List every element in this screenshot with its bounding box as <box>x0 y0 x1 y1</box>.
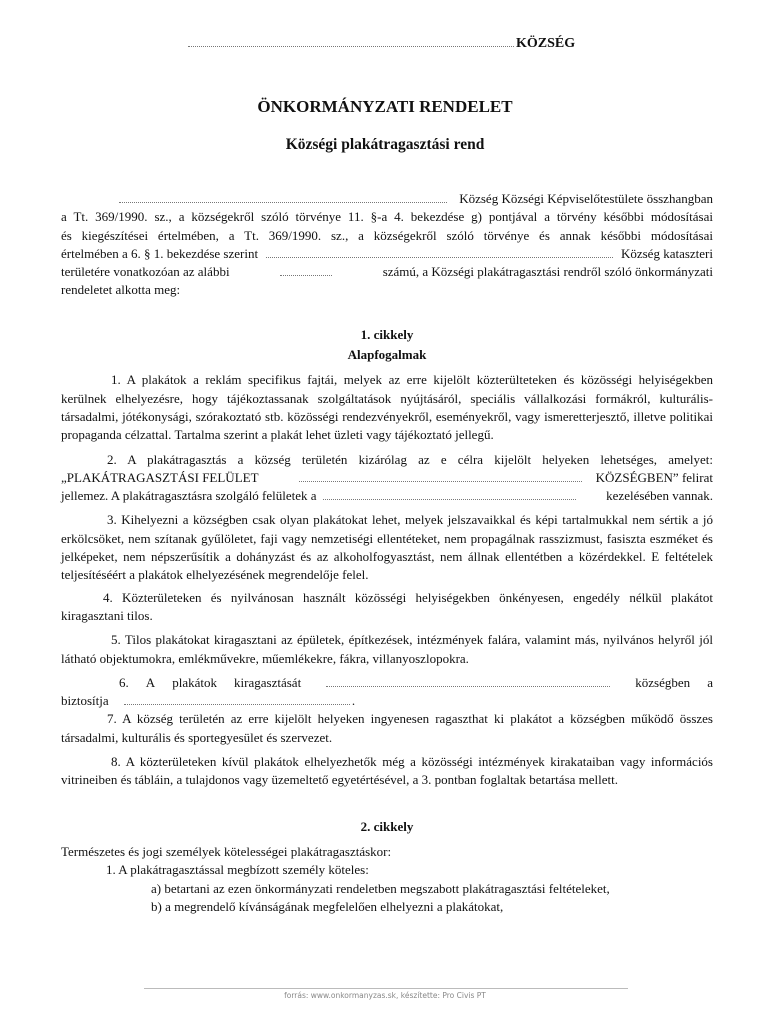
intro-text-1: Község Községi Képviselőtestülete összhangban <box>459 191 713 206</box>
intro-line-6: rendeletet alkotta meg: <box>61 282 181 298</box>
p6-word-1: 6. <box>119 674 129 690</box>
intro-text-4a: értelmében a 6. § 1. bekezdése szerint <box>61 245 259 261</box>
p2-blank-1[interactable] <box>299 480 582 482</box>
p2-text-d: kezelésében vannak. <box>606 488 713 504</box>
section2-item-1a: a) betartani az ezen önkormányzati rendeletben megszabott plakátragasztási feltételeket, <box>151 880 610 896</box>
intro-blank-3[interactable] <box>280 274 332 276</box>
p2-text-a: „PLAKÁTRAGASZTÁSI FELÜLET <box>61 469 259 485</box>
intro-text-5a: területére vonatkozóan az alábbi <box>61 264 230 280</box>
section1-paragraph-4: 4. Közterületeken és nyilvánosan használt közösségi helyiségekben önkényesen, engedély nélkül plakátot kiragasztani tilos. <box>61 589 713 623</box>
p2-text-c: jellemez. A plakátragasztásra szolgáló felületek a <box>61 488 317 504</box>
footer-divider <box>144 988 628 989</box>
p6-word-4: kiragasztását <box>234 674 302 690</box>
section1-subheading: Alapfogalmak <box>347 347 427 363</box>
section1-paragraph-2-line-2 <box>61 469 713 487</box>
p6-blank-2[interactable] <box>124 703 350 705</box>
section1-paragraph-5: 5. Tilos plakátokat kiragasztani az épületek, építkezések, intézmények falára, valamint más, nyilvános helyről jól látható objektumokra, emlékművekre, műemlékekre, fákra, villanyoszlopokra. <box>61 632 713 666</box>
p6-text-b: biztosítja <box>61 693 109 709</box>
intro-line-2: a Tt. 369/1990. sz., a községekről szóló törvénye 11. §-a 4. bekezdése g) pontjával a törvény későbbi módosításai <box>61 209 713 225</box>
footer-source: forrás: www.onkormanyzas.sk, készítette: Pro Civis PT <box>284 991 486 1000</box>
intro-line-1 <box>61 190 713 208</box>
intro-line-3: és kiegészítései értelmében, a Tt. 369/1990. sz., a községekről szóló törvénye és annak későbbi módosításai <box>61 227 713 243</box>
section1-paragraph-2-line-1: 2. A plakátragasztás a község területén kizárólag az e célra kijelölt helyeken lehetséges, amelyet: <box>107 451 713 467</box>
section1-paragraph-2-line-3 <box>61 487 713 505</box>
p6-word-3: plakátok <box>172 674 217 690</box>
header <box>188 36 588 52</box>
intro-text-4b: Község kataszteri <box>620 245 713 261</box>
section1-paragraph-3: 3. Kihelyezni a községben csak olyan plakátokat lehet, melyek jelszavaikkal és képi tartalmukkal nem sértik a jó erkölcsöket, nem szítanak gyűlöletet, faji vagy nemzetiségi ellentéteket, nem propagálnak rasszizmust, fasiszta eszméket és jelképeket, nem népszerűsítik a dohányzást és az alkoholfogyasztást, nem állnak ellentétben a közérdekkel. E feltételek teljesítéséért a plakátok elhelyezésének megrendelője felel. <box>61 512 713 583</box>
section2-item-1: 1. A plakátragasztással megbízott személy köteles: <box>106 862 369 878</box>
p6-word-2: A <box>145 674 156 690</box>
section1-paragraph-6-line-1 <box>61 674 713 692</box>
document-title: ÖNKORMÁNYZATI RENDELET <box>257 97 513 116</box>
section1-paragraph-1: 1. A plakátok a reklám specifikus fajtái, melyek az erre kijelölt közterülteteken és közösségi helyiségekben kerülnek elhelyezésre, hogy tájékoztassanak szolgáltatások nyújtásáról, speciális vállalkozási formákról, kulturális-társadalmi, jótékonysági, szórakoztató stb. közösségi rendezvényekről, eseményekről, vagy ismeretterjesztő, illetve politikai propaganda célzattal. Tartalma szerint a plakát lehet üzleti vagy tájékoztató jellegű. <box>61 372 713 443</box>
header-village: KÖZSÉG <box>516 36 576 51</box>
section2-intro: Természetes és jogi személyek kötelességei plakátragasztáskor: <box>61 843 392 859</box>
document-body <box>61 190 713 916</box>
intro-line-4 <box>61 245 713 263</box>
section1-paragraph-8: 8. A közterületeken kívül plakátok elhelyezhetők még a közösségi intézmények kirakataiban vagy információs vitrineiben és tábláin, a tulajdonos vagy üzemeltető egyetértésével, a 3. pontban foglaltak betartása mellett. <box>61 754 713 788</box>
section1-paragraph-6-line-2 <box>61 692 713 710</box>
p6-word-6: a <box>707 674 713 690</box>
p2-blank-2[interactable] <box>323 498 577 500</box>
village-name-blank[interactable] <box>188 45 514 47</box>
document-subtitle: Községi plakátragasztási rend <box>285 136 485 153</box>
section1-heading: 1. cikkely <box>360 326 414 342</box>
section2-heading: 2. cikkely <box>360 818 414 834</box>
p6-text-c: . <box>351 693 356 709</box>
p6-word-5: községben <box>635 674 691 690</box>
section2-item-1b: b) a megrendelő kívánságának megfelelően elhelyezni a plakátokat, <box>151 898 504 914</box>
intro-blank-1[interactable] <box>119 201 447 203</box>
section1-paragraph-7: 7. A község területén az erre kijelölt helyeken ingyenesen ragaszthat ki plakátot a községben működő összes társadalmi, kulturális és sportegyesület és szervezet. <box>61 711 713 745</box>
p2-text-b: KÖZSÉGBEN” felirat <box>595 469 713 485</box>
intro-blank-2[interactable] <box>266 256 613 258</box>
intro-line-5 <box>61 263 713 281</box>
intro-text-5b: számú, a Községi plakátragasztási rendről szóló önkormányzati <box>382 264 713 280</box>
p6-blank-1[interactable] <box>326 685 610 687</box>
